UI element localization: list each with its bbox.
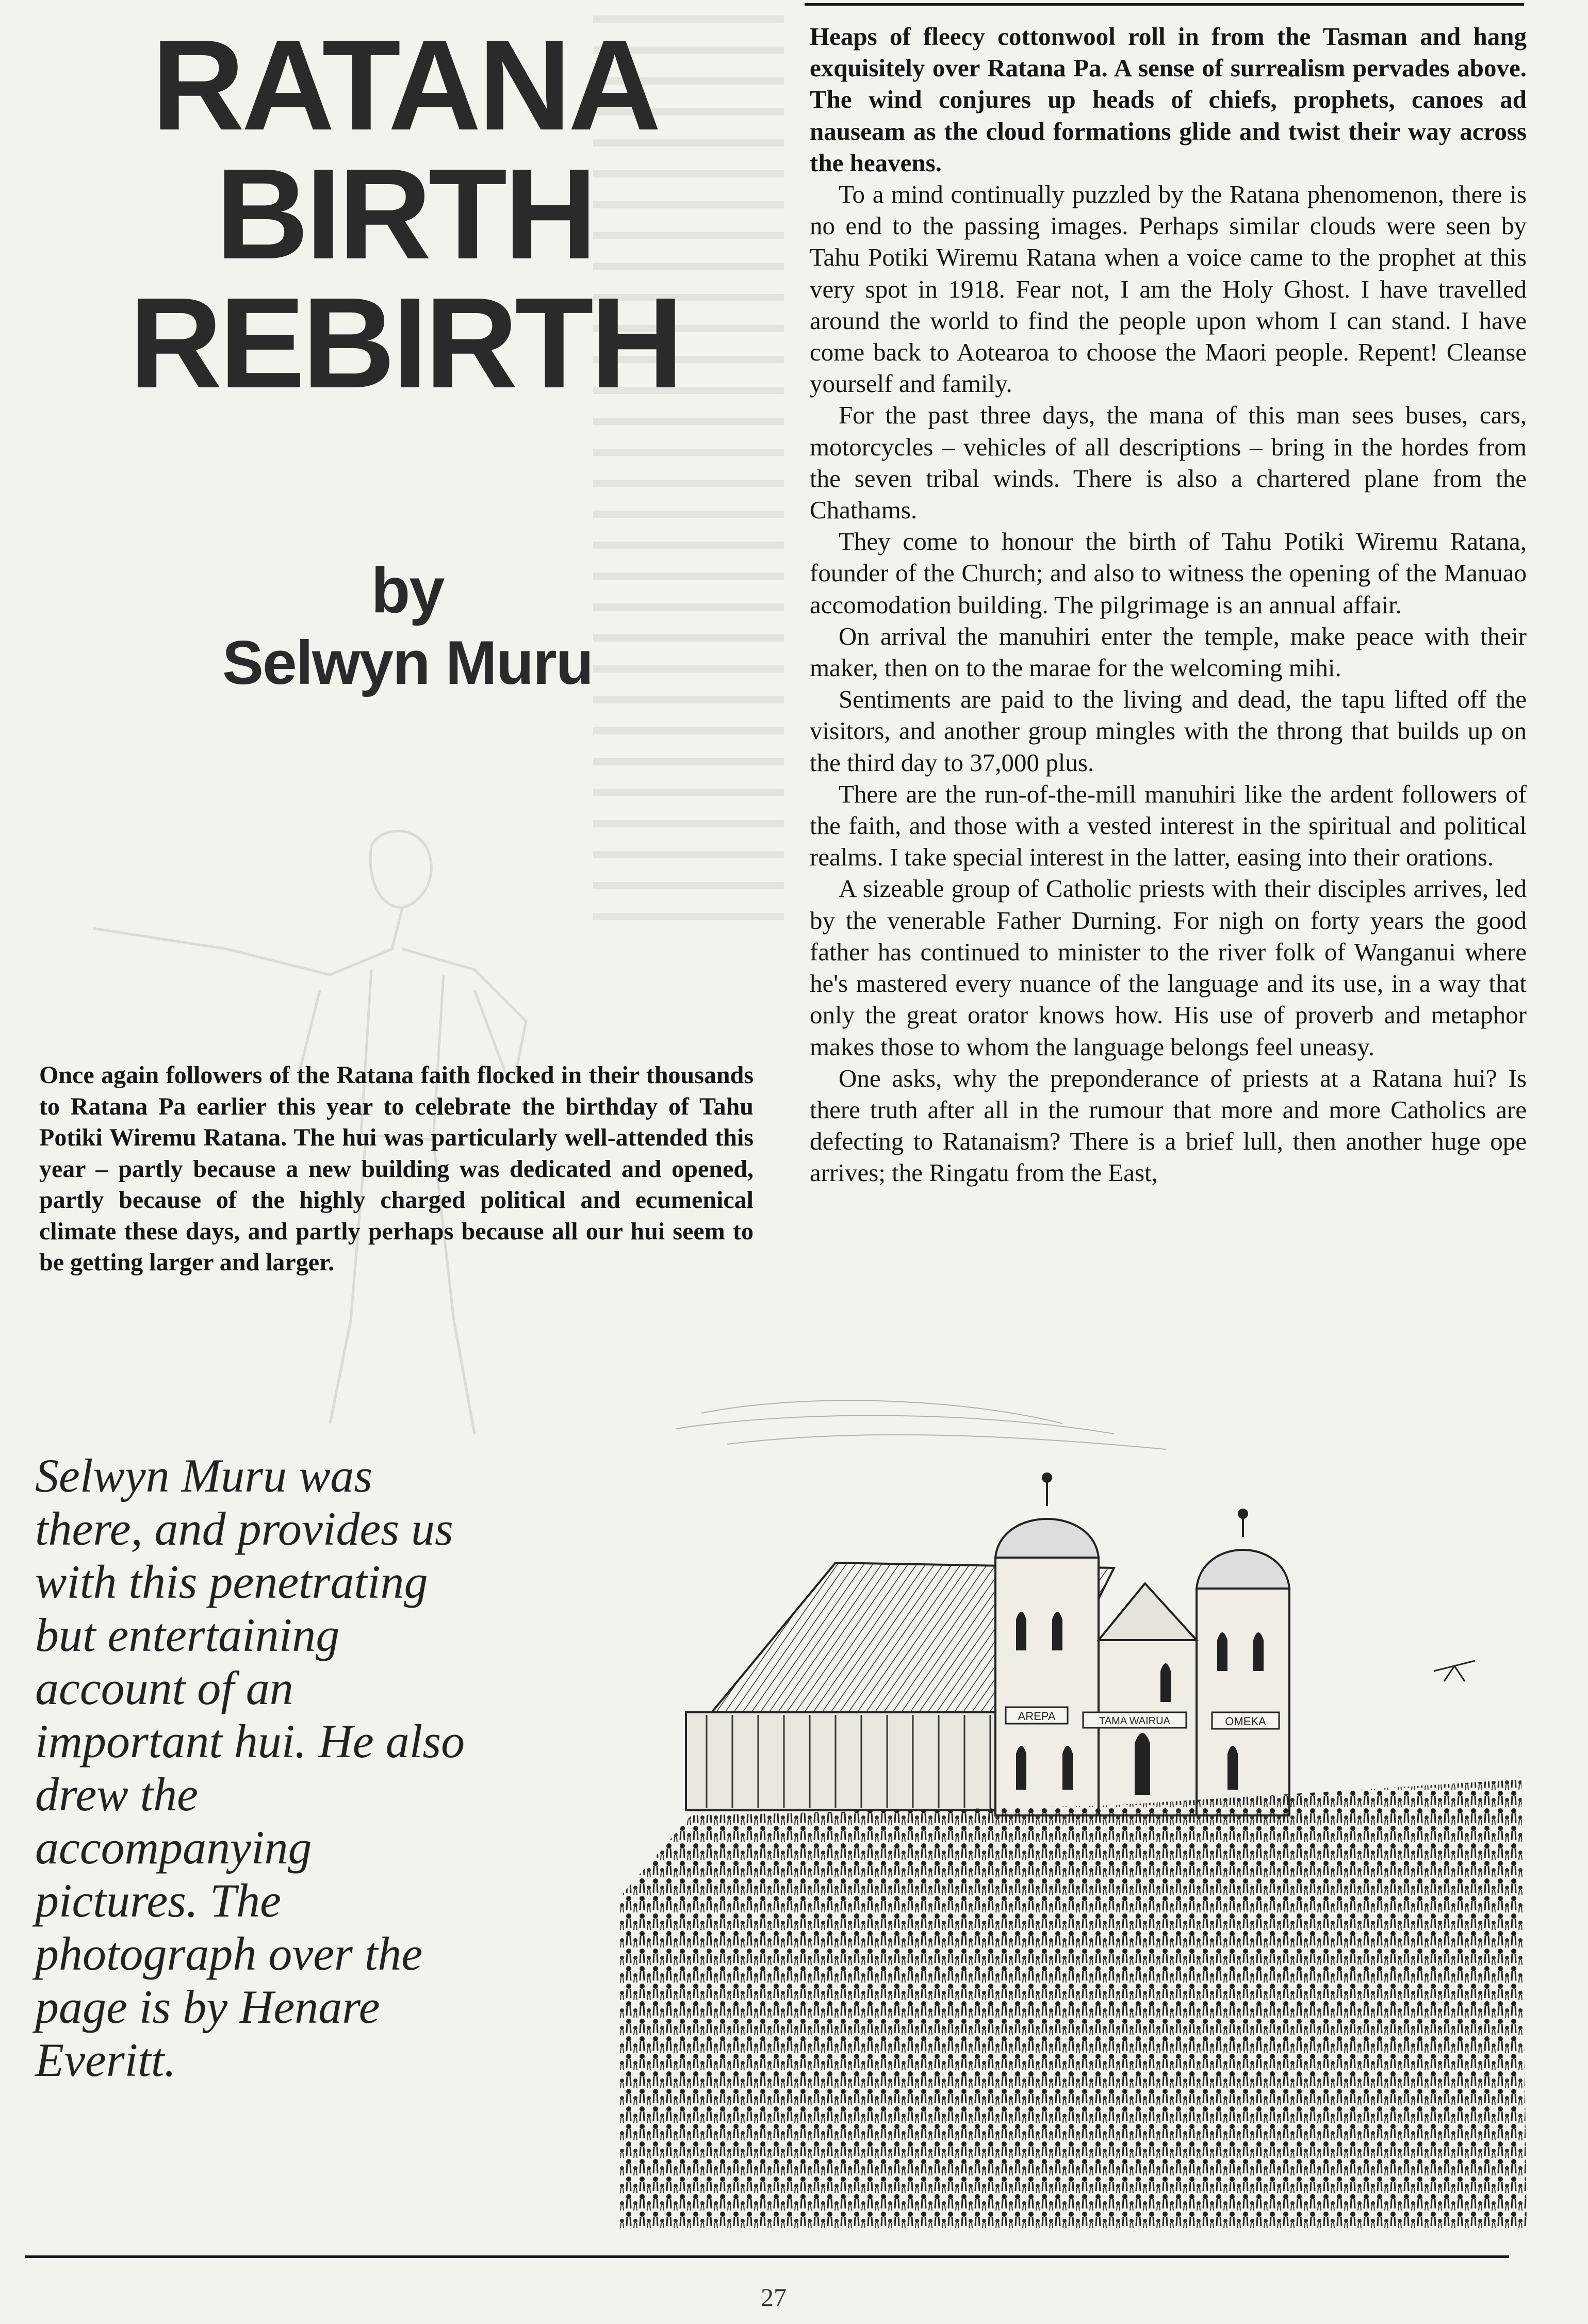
promo-line: photograph over the <box>35 1927 423 1980</box>
body-paragraph: To a mind continually puzzled by the Ratana phenomenon, there is no end to the passing images. Perhaps similar clouds were seen by Tahu Potiki Wiremu Ratana when a voice came to the prophet at this very spot in 1918. Fear not, I am the Holy Ghost. I have travelled around the world to find the people upon whom I can stand. I have come back to Aotearoa to choose the Maori people. Repent! Cleanse yourself and family. <box>810 180 1527 398</box>
promo-line: Everitt. <box>35 2034 176 2086</box>
byline-by: by <box>371 555 444 626</box>
top-rule <box>805 3 1524 6</box>
promo-line: account of an <box>35 1662 293 1714</box>
body-paragraph: Sentiments are paid to the living and dead, the tapu lifted off the visitors, and another group mingles with the throng that builds up on the third day to 37,000 plus. <box>810 685 1527 777</box>
byline <box>186 554 629 699</box>
body-paragraph: There are the run-of-the-mill manuhiri like the ardent followers of the faith, and those with a vested interest in the spiritual and political realms. I take special interest in the latter, easing into their orations. <box>810 779 1527 872</box>
promo-line: there, and provides us <box>35 1502 453 1555</box>
sign-tama-wairua: TAMA WAIRUA <box>1099 1715 1170 1727</box>
article-title <box>119 13 691 415</box>
title-line-2: BIRTH <box>216 142 594 286</box>
article-body <box>810 21 1527 1189</box>
body-paragraph: A sizeable group of Catholic priests with their disciples arrives, led by the venerable Father Durning. For nigh on forty years the good father has continued to minister to the river folk of Wanganui where he's mastered every nuance of the language and its use, in a way that only the great orator knows how. His use of proverb and metaphor makes those to whom the language belongs feel uneasy. <box>810 874 1527 1061</box>
body-paragraph: They come to honour the birth of Tahu Potiki Wiremu Ratana, founder of the Church; and also to witness the opening of the Manuao accomodation building. The pilgrimage is an annual affair. <box>810 527 1527 619</box>
promo-line: drew the <box>35 1768 198 1821</box>
intro-standfirst <box>39 1060 754 1279</box>
sign-arepa: AREPA <box>1018 1710 1056 1723</box>
body-paragraph: On arrival the manuhiri enter the temple, make peace with their maker, then on to the marae for the welcoming mihi. <box>810 621 1527 682</box>
promo-blurb <box>35 1449 551 2087</box>
author-name: Selwyn Muru <box>222 628 593 697</box>
bottom-rule <box>25 2255 1509 2258</box>
promo-line: Selwyn Muru was <box>35 1449 373 1502</box>
promo-line: pictures. The <box>35 1874 281 1927</box>
promo-line: page is by Henare <box>35 1981 380 2033</box>
promo-line: important hui. He also <box>35 1715 465 1767</box>
crowd <box>619 1779 1527 2228</box>
body-paragraph: One asks, why the preponderance of priests at a Ratana hui? Is there truth after all in the rumour that more and more Catholics are defecting to Ratanaism? There is a brief lull, then another huge ope arrives; the Ringatu from the East, <box>810 1063 1527 1187</box>
temple-crowd-illustration <box>598 1351 1537 2233</box>
intro-text: Once again followers of the Ratana faith flocked in their thousands to Ratana Pa earlier this year to celebrate the birthday of Tahu Potiki Wiremu Ratana. The hui was particularly well-attended this year – partly because a new building was dedicated and opened, partly because of the highly charged political and ecumenical climate these days, and partly perhaps because all our hui seem to be getting larger and larger. <box>39 1061 754 1276</box>
promo-line: accompanying <box>35 1821 312 1874</box>
temple-building <box>686 1472 1475 1815</box>
promo-line: but entertaining <box>35 1609 340 1661</box>
body-paragraph: For the past three days, the mana of this man sees buses, cars, motorcycles – vehicles of all descriptions – bring in the hordes from the seven tribal winds. There is also a chartered plane from the Chathams. <box>810 401 1527 525</box>
title-line-3: REBIRTH <box>129 271 681 415</box>
page-number: 27 <box>761 2283 787 2312</box>
promo-line: with this penetrating <box>35 1556 428 1608</box>
lead-paragraph: Heaps of fleecy cottonwool roll in from the Tasman and hang exquisitely over Ratana Pa. A sense of surrealism pervades above. The wind conjures up heads of chiefs, prophets, canoes ad nauseam as the cloud formations glide and twist their way across the heavens. <box>810 22 1527 177</box>
title-line-1: RATANA <box>151 13 659 157</box>
sign-omeka: OMEKA <box>1225 1715 1266 1728</box>
